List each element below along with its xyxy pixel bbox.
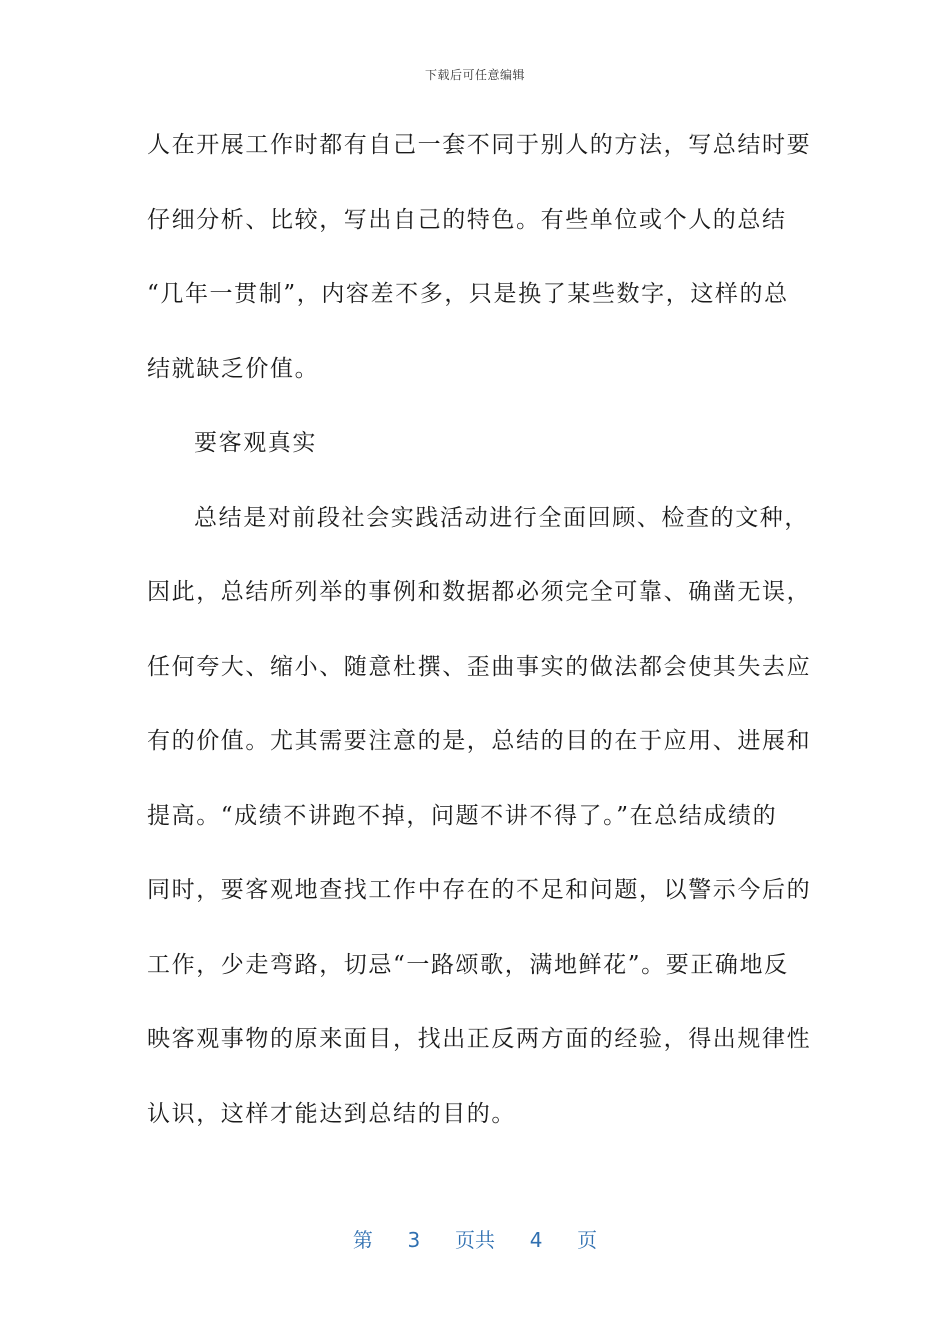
page-header bbox=[0, 66, 950, 83]
section-heading: 要客观真实 bbox=[194, 430, 317, 456]
header-text: 下载后可任意编辑 bbox=[424, 68, 525, 82]
text-line: “几年一贯制”，内容差不多，只是换了某些数字，这样的总 bbox=[147, 281, 789, 307]
text-line: 仔细分析、比较，写出自己的特色。有些单位或个人的总结 bbox=[147, 206, 787, 233]
page-footer bbox=[0, 1224, 950, 1253]
text-line: 人在开展工作时都有自己一套不同于别人的方法，写总结时要 bbox=[147, 132, 812, 158]
footer-suffix: 页 bbox=[577, 1228, 598, 1252]
text-line: 提高。“成绩不讲跑不掉，问题不讲不得了。”在总结成绩的 bbox=[147, 802, 778, 829]
current-page-number: 3 bbox=[407, 1228, 421, 1252]
text-line: 因此，总结所列举的事例和数据都必须完全可靠、确凿无误， bbox=[147, 579, 812, 605]
text-line: 任何夸大、缩小、随意杜撰、歪曲事实的做法都会使其失去应 bbox=[147, 653, 812, 680]
text-line: 总结是对前段社会实践活动进行全面回顾、检查的文种， bbox=[194, 504, 809, 531]
document-body bbox=[147, 120, 812, 1163]
text-line: 认识，这样才能达到总结的目的。 bbox=[147, 1100, 516, 1127]
text-line: 映客观事物的原来面目，找出正反两方面的经验，得出规律性 bbox=[147, 1026, 812, 1052]
text-line: 有的价值。尤其需要注意的是，总结的目的在于应用、进展和 bbox=[147, 728, 812, 754]
text-line: 结就缺乏价值。 bbox=[147, 355, 320, 382]
total-pages-number: 4 bbox=[529, 1228, 543, 1252]
footer-prefix: 第 bbox=[352, 1228, 373, 1252]
text-line: 工作，少走弯路，切忌“一路颂歌，满地鲜花”。要正确地反 bbox=[147, 951, 789, 978]
footer-middle: 页共 bbox=[455, 1228, 495, 1252]
text-line: 同时，要客观地查找工作中存在的不足和问题，以警示今后的 bbox=[147, 877, 812, 903]
